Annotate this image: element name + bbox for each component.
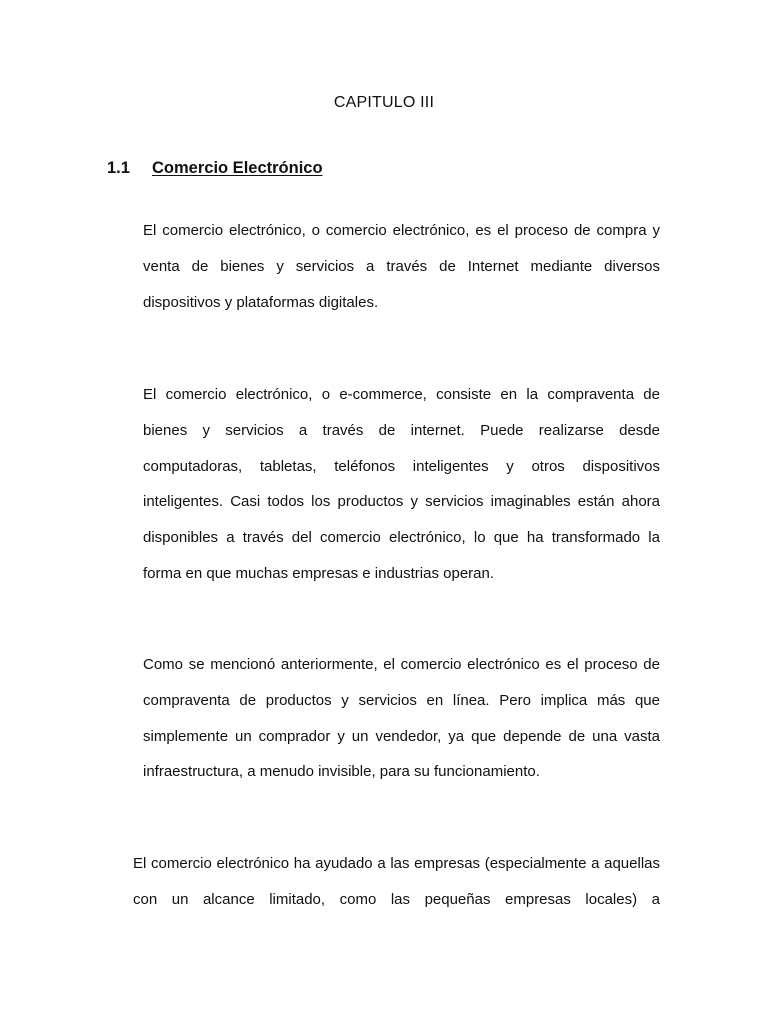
section-heading — [107, 157, 323, 179]
paragraph-4: El comercio electrónico ha ayudado a las empresas (especialmente a aquellas con un alcance limitado, como las pequeñas empresas locales) a — [133, 855, 660, 908]
chapter-title: CAPITULO III — [333, 94, 435, 111]
paragraph-1: El comercio electrónico, o comercio electrónico, es el proceso de compra y venta de bienes y servicios a través de Internet mediante diversos dispositivos y plataformas digitales. — [143, 222, 660, 311]
section-title: Comercio Electrónico — [152, 159, 323, 177]
paragraph-2: El comercio electrónico, o e-commerce, consiste en la compraventa de bienes y servicios a través de internet. Puede realizarse desde computadoras, tabletas, teléfonos inteligentes y otros dispositivos inteligentes. Casi todos los productos y servicios imaginables están ahora disponibles a través del comercio electrónico, lo que ha transformado la forma en que muchas empresas e industrias operan. — [143, 386, 660, 582]
section-number: 1.1 — [107, 159, 130, 177]
paragraph-3: Como se mencionó anteriormente, el comercio electrónico es el proceso de compraventa de productos y servicios en línea. Pero implica más que simplemente un comprador y un vendedor, ya que depende de una vasta infraestructura, a menudo invisible, para su funcionamiento. — [143, 656, 660, 781]
